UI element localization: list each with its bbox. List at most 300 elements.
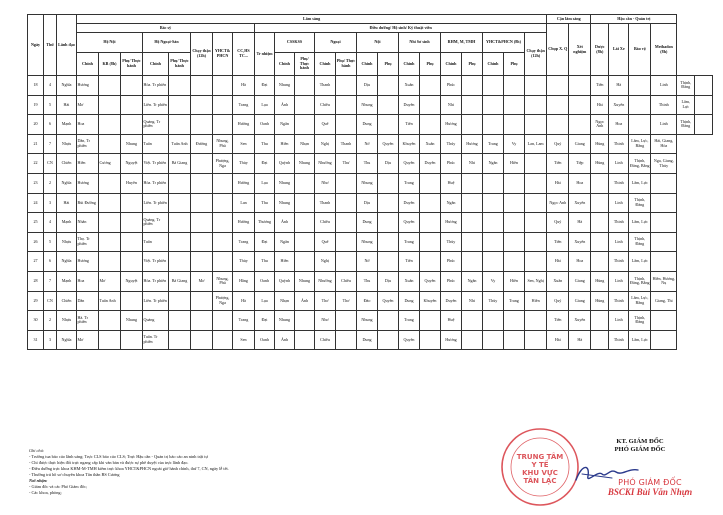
table-cell	[99, 134, 121, 154]
table-row	[28, 252, 713, 272]
table-cell	[462, 173, 483, 193]
recipients-title: Nơi nhận:	[29, 478, 48, 483]
table-cell: Chiều	[336, 271, 357, 291]
table-cell: Quý	[547, 213, 569, 233]
table-cell: Hoa	[77, 115, 99, 135]
table-cell	[99, 115, 121, 135]
note-line: - Thường trú hồ sơ chuyên khoa Tân thần BS Cương	[29, 472, 120, 477]
table-cell	[420, 252, 441, 272]
table-cell	[378, 193, 399, 213]
table-cell: Lụa	[255, 173, 275, 193]
table-cell: Giang	[569, 291, 591, 311]
table-cell	[213, 95, 233, 115]
table-cell	[651, 232, 677, 252]
sub-phu-thuc-hanh: Phụ/ Thực hành	[336, 53, 357, 76]
col-cc-hstc: CC,HS TC...	[233, 33, 255, 76]
table-cell: Dần, Tr phiên	[77, 134, 99, 154]
table-cell: Thinh	[609, 134, 629, 154]
table-cell: Thu	[255, 134, 275, 154]
table-cell: Đạt	[255, 154, 275, 174]
table-row	[28, 115, 713, 135]
table-cell	[169, 213, 191, 233]
table-cell	[547, 95, 569, 115]
table-cell	[525, 115, 547, 135]
table-cell: Linh	[609, 232, 629, 252]
table-cell	[420, 193, 441, 213]
table-cell: Mơ	[99, 271, 121, 291]
table-cell: Trang	[483, 134, 504, 154]
table-cell: Hoa	[569, 173, 591, 193]
table-cell	[629, 76, 651, 96]
table-cell: Thịnh, Đăng, Bằng	[629, 154, 651, 174]
table-cell: Nhung, Phú	[213, 134, 233, 154]
table-cell	[462, 76, 483, 96]
table-cell: 20	[28, 115, 44, 135]
table-cell	[695, 115, 713, 135]
table-cell	[462, 311, 483, 331]
table-cell	[169, 173, 191, 193]
note-line: - Chỉ được thực hiện đổi trực ngang cấp khi văn bản và được sự phê duyệt của trực lãnh đạo.	[29, 460, 189, 465]
signature-role: PHÓ GIÁM ĐỐC	[614, 446, 666, 453]
signer-name: BSCKI Bùi Văn Nhựn	[607, 487, 693, 497]
table-cell	[378, 213, 399, 233]
table-cell	[651, 193, 677, 213]
table-cell: Thơ	[315, 291, 336, 311]
sub-phu-thuc-hanh: Phụ/ Thực hành	[169, 53, 191, 76]
table-cell: Duyên	[420, 154, 441, 174]
table-cell: 27	[28, 252, 44, 272]
table-cell: 18	[28, 76, 44, 96]
table-cell	[378, 173, 399, 193]
table-cell	[462, 252, 483, 272]
table-cell: Nhường	[315, 154, 336, 174]
table-cell	[336, 252, 357, 272]
pediatric-group: Nhi Sơ sinh	[399, 33, 441, 53]
table-cell: Quyên	[399, 154, 420, 174]
table-cell: Nhung	[357, 311, 378, 331]
table-cell: Ánh	[295, 291, 315, 311]
table-cell: Thu	[255, 193, 275, 213]
table-cell: Thu	[357, 271, 378, 291]
table-cell	[99, 232, 121, 252]
table-cell	[591, 311, 609, 331]
table-cell: 6	[44, 252, 57, 272]
table-cell: Trang	[504, 291, 525, 311]
table-cell: 19	[28, 95, 44, 115]
table-cell: Duyên	[399, 95, 420, 115]
table-cell: 24	[28, 193, 44, 213]
table-cell: 2	[44, 173, 57, 193]
table-cell	[420, 173, 441, 193]
col-driver: Lái Xe	[609, 24, 629, 76]
table-cell: Sen	[233, 330, 255, 350]
table-cell: 21	[28, 134, 44, 154]
sub-chinh: Chính	[77, 53, 99, 76]
table-cell	[99, 76, 121, 96]
table-cell: Lụa	[255, 95, 275, 115]
table-cell: Trang	[399, 232, 420, 252]
table-cell: Thanh	[315, 76, 336, 96]
table-cell	[525, 311, 547, 331]
table-cell	[420, 76, 441, 96]
table-cell	[420, 330, 441, 350]
table-cell: 7	[44, 134, 57, 154]
table-cell: Việt. Tr phiên	[143, 154, 169, 174]
table-cell: Dung	[357, 330, 378, 350]
logistics-header: Hậu cần - Quản trị	[591, 15, 677, 24]
table-cell	[378, 115, 399, 135]
table-cell: Hà	[569, 213, 591, 233]
table-cell: Hiền	[275, 252, 295, 272]
table-cell: Thư	[336, 154, 357, 174]
table-cell: Tiến	[399, 115, 420, 135]
table-cell	[420, 232, 441, 252]
table-cell	[591, 213, 609, 233]
table-cell	[378, 232, 399, 252]
table-cell: Cương	[99, 154, 121, 174]
table-cell: Thịnh, Đăng	[629, 232, 651, 252]
table-cell	[336, 76, 357, 96]
table-row	[28, 173, 713, 193]
table-cell	[99, 95, 121, 115]
signature-kt: KT. GIÁM ĐỐC	[616, 438, 664, 445]
table-cell: 28	[28, 271, 44, 291]
table-cell: Oanh	[255, 330, 275, 350]
table-cell	[591, 232, 609, 252]
table-cell	[525, 213, 547, 233]
table-cell: Hải	[547, 330, 569, 350]
table-cell	[504, 252, 525, 272]
table-cell: Chiến	[57, 154, 77, 174]
table-cell: Bá Giang	[169, 154, 191, 174]
table-cell: Hà	[569, 330, 591, 350]
table-cell: Hương	[77, 76, 99, 96]
table-cell: Phúc	[441, 271, 462, 291]
table-cell: Nhung	[357, 232, 378, 252]
table-cell	[504, 115, 525, 135]
table-cell	[504, 76, 525, 96]
sub-kb: KB (8h)	[99, 53, 121, 76]
table-cell: Phúc	[441, 76, 462, 96]
table-cell: Nhơ	[315, 173, 336, 193]
table-cell: Quảng. Tr phiên	[143, 115, 169, 135]
table-cell	[336, 173, 357, 193]
table-cell: Oanh	[255, 115, 275, 135]
table-cell	[695, 95, 713, 115]
table-cell: Thùy	[483, 291, 504, 311]
table-cell: Hường	[233, 213, 255, 233]
table-cell	[629, 95, 651, 115]
table-cell: 5	[44, 232, 57, 252]
table-cell	[591, 193, 609, 213]
yhct-nurse-group: YHCT&PHCN (8h)	[483, 33, 525, 53]
table-cell	[295, 115, 315, 135]
table-cell: Ngọc Anh	[547, 193, 569, 213]
table-cell	[525, 173, 547, 193]
table-cell	[483, 193, 504, 213]
csskss-group: CSSKSS	[275, 33, 315, 53]
table-cell: Lâm, Lực, Bằng	[629, 134, 651, 154]
table-cell: Liên. Tr phiên	[143, 291, 169, 311]
table-cell: Mạnh	[57, 213, 77, 233]
table-cell	[547, 76, 569, 96]
table-cell	[295, 173, 315, 193]
table-cell	[525, 252, 547, 272]
table-cell: Thu	[255, 252, 275, 272]
table-cell	[591, 173, 609, 193]
table-cell: Hương	[441, 213, 462, 233]
table-cell: Hùng	[591, 291, 609, 311]
sub-chinh: Chính	[315, 53, 336, 76]
table-cell: Hùng	[591, 134, 609, 154]
table-cell	[378, 95, 399, 115]
table-cell: Hòa. Tr phiên	[143, 173, 169, 193]
table-cell	[504, 311, 525, 331]
table-cell	[121, 115, 143, 135]
table-cell: Dần	[77, 291, 99, 311]
table-cell	[504, 330, 525, 350]
table-cell: Dịu	[357, 193, 378, 213]
table-cell: Quyên	[420, 271, 441, 291]
table-cell: Quế	[315, 232, 336, 252]
table-cell	[651, 311, 677, 331]
col-pharmacy: Dược (8h)	[591, 24, 609, 76]
table-cell: Tiệp	[569, 154, 591, 174]
table-cell: Thanh	[315, 193, 336, 213]
table-cell: Nghĩa	[57, 252, 77, 272]
table-cell	[378, 76, 399, 96]
table-cell: Thủy	[233, 252, 255, 272]
col-responsible: Tr nhiệm	[255, 33, 275, 76]
table-cell: 22	[28, 154, 44, 174]
sub-phu: Phụ	[504, 53, 525, 76]
recipient-line: - Giám đốc và các Phó Giám đốc;	[29, 484, 88, 489]
table-cell: Hiền	[77, 154, 99, 174]
table-cell: Mạnh	[57, 115, 77, 135]
signature-name-block	[580, 478, 720, 497]
table-row	[28, 311, 713, 331]
table-cell: CN	[44, 291, 57, 311]
table-cell: Phượng, Nga	[213, 154, 233, 174]
table-cell	[121, 76, 143, 96]
table-cell	[191, 95, 213, 115]
table-cell	[191, 291, 213, 311]
table-cell: Lâm, Lực	[629, 330, 651, 350]
table-cell	[295, 330, 315, 350]
table-cell	[213, 232, 233, 252]
table-cell: Thơ	[336, 291, 357, 311]
table-cell: Hải	[57, 193, 77, 213]
table-cell	[99, 252, 121, 272]
table-cell: Hà	[233, 76, 255, 96]
table-cell	[651, 330, 677, 350]
table-cell: Dung	[399, 291, 420, 311]
table-cell: Phượng, Nga	[213, 291, 233, 311]
table-cell	[462, 193, 483, 213]
table-cell: Quế	[315, 115, 336, 135]
table-cell: Hải	[547, 173, 569, 193]
table-cell: Đào	[357, 291, 378, 311]
table-cell	[462, 330, 483, 350]
table-cell: Huệ	[441, 173, 462, 193]
table-cell	[191, 115, 213, 135]
table-cell: Ngân	[275, 115, 295, 135]
table-cell: 25	[28, 213, 44, 233]
table-cell	[295, 213, 315, 233]
table-cell: Bùi Đường	[77, 193, 99, 213]
duty-roster-table	[27, 14, 713, 350]
table-cell: Thương	[255, 213, 275, 233]
table-cell	[378, 311, 399, 331]
table-cell	[651, 252, 677, 272]
table-cell: Nhân	[77, 213, 99, 233]
table-cell: Thịnh, Đăng, Bằng	[629, 271, 651, 291]
table-cell: Thinh	[651, 95, 677, 115]
col-guard: Bảo vệ	[629, 24, 651, 76]
table-cell	[462, 213, 483, 233]
table-cell	[169, 330, 191, 350]
table-cell	[420, 95, 441, 115]
table-cell: Phúc	[441, 252, 462, 272]
table-cell: Tiến	[591, 76, 609, 96]
table-cell: Xuân	[420, 134, 441, 154]
table-cell: 31	[28, 330, 44, 350]
col-dialysis-nurse: Chạy thận (12h)	[525, 33, 547, 76]
table-cell: Tuấn Anh	[99, 291, 121, 311]
table-cell	[504, 193, 525, 213]
table-cell: Hương	[441, 330, 462, 350]
table-cell: Lụa	[255, 291, 275, 311]
table-cell: Hương	[77, 173, 99, 193]
table-cell	[169, 193, 191, 213]
sub-chinh: Chính	[441, 53, 462, 76]
table-cell: Lâm, Lực, Bằng	[629, 291, 651, 311]
table-cell	[547, 115, 569, 135]
table-cell	[191, 173, 213, 193]
table-cell: Lâm, Lực	[629, 252, 651, 272]
table-cell: Ngân	[441, 193, 462, 213]
table-cell: Lâm, Lực	[629, 173, 651, 193]
table-cell	[213, 173, 233, 193]
sub-chinh: Chính	[143, 53, 169, 76]
table-cell	[336, 232, 357, 252]
table-row	[28, 134, 713, 154]
table-cell	[591, 252, 609, 272]
table-cell	[336, 95, 357, 115]
table-cell: Nghĩa	[57, 173, 77, 193]
table-cell: Nghĩa	[57, 76, 77, 96]
table-cell	[504, 232, 525, 252]
table-cell: Nhi	[462, 291, 483, 311]
table-cell: Hải	[591, 95, 609, 115]
table-cell	[591, 330, 609, 350]
table-cell: Xuân	[547, 271, 569, 291]
table-cell: Hà. Tr phiên	[77, 311, 99, 331]
table-cell: Thinh	[609, 252, 629, 272]
table-cell	[525, 76, 547, 96]
table-cell: Đạt	[255, 311, 275, 331]
sub-phu: Phụ	[420, 53, 441, 76]
doctor-header: Bác sỹ	[77, 24, 255, 33]
table-cell	[191, 252, 213, 272]
sub-phu: Phụ	[378, 53, 399, 76]
table-cell: Huyền	[121, 173, 143, 193]
table-cell: Trang	[399, 311, 420, 331]
table-cell	[191, 311, 213, 331]
table-cell: Trang	[233, 232, 255, 252]
table-cell: Thịnh, Đăng	[677, 115, 695, 135]
table-cell	[525, 232, 547, 252]
table-cell: Hoa	[609, 115, 629, 135]
table-cell: Thinh	[609, 173, 629, 193]
table-cell	[569, 95, 591, 115]
svg-text:TRUNG TÂM: TRUNG TÂM	[516, 453, 564, 461]
table-cell	[629, 115, 651, 135]
table-cell	[483, 311, 504, 331]
table-cell: Hải	[57, 95, 77, 115]
table-cell: Dịu	[357, 76, 378, 96]
table-cell: Nhung	[357, 173, 378, 193]
table-cell: CN	[44, 154, 57, 174]
table-row	[28, 271, 713, 291]
table-cell	[504, 95, 525, 115]
table-cell: Ánh	[275, 330, 295, 350]
col-lab: Xét nghiệm	[569, 24, 591, 76]
sub-phu-thuc-hanh: Phụ/ Thực hành	[295, 53, 315, 76]
table-cell	[295, 76, 315, 96]
table-cell: Chiều	[315, 213, 336, 233]
table-cell: Bá Giang	[169, 271, 191, 291]
table-cell: Quảng. Tr phiên	[143, 213, 169, 233]
table-row	[28, 76, 713, 96]
table-cell	[336, 213, 357, 233]
table-cell	[651, 173, 677, 193]
table-cell: Nhung	[275, 76, 295, 96]
table-cell: Hùng	[591, 154, 609, 174]
table-cell	[99, 330, 121, 350]
signature-block	[565, 438, 715, 454]
table-cell: Liên. Tr phiên	[143, 95, 169, 115]
table-cell: Linh	[609, 154, 629, 174]
table-cell	[504, 173, 525, 193]
col-day: Ngày	[28, 15, 44, 76]
table-cell	[295, 193, 315, 213]
table-cell: Sen, Nghị	[525, 271, 547, 291]
table-cell	[121, 291, 143, 311]
table-cell: Tuấn. Tr phiên	[143, 330, 169, 350]
table-row	[28, 232, 713, 252]
table-cell: Tuấn Anh	[169, 134, 191, 154]
table-cell: Thinh	[609, 291, 629, 311]
table-cell: Dung	[357, 213, 378, 233]
table-cell: Hà	[233, 291, 255, 311]
table-cell: Chiến	[57, 291, 77, 311]
col-weekday: Thứ	[44, 15, 57, 76]
table-cell	[420, 115, 441, 135]
table-cell: Nhung	[275, 193, 295, 213]
table-cell: Hùng	[591, 271, 609, 291]
table-cell: Tuấn	[143, 134, 169, 154]
table-cell	[121, 193, 143, 213]
table-cell	[121, 330, 143, 350]
table-cell: Vy	[483, 271, 504, 291]
table-cell: Hương	[462, 134, 483, 154]
table-cell: Nghị	[315, 252, 336, 272]
table-cell	[99, 193, 121, 213]
table-cell	[295, 252, 315, 272]
internal-group: Hệ Nội	[77, 33, 143, 53]
table-cell: Hương	[77, 252, 99, 272]
